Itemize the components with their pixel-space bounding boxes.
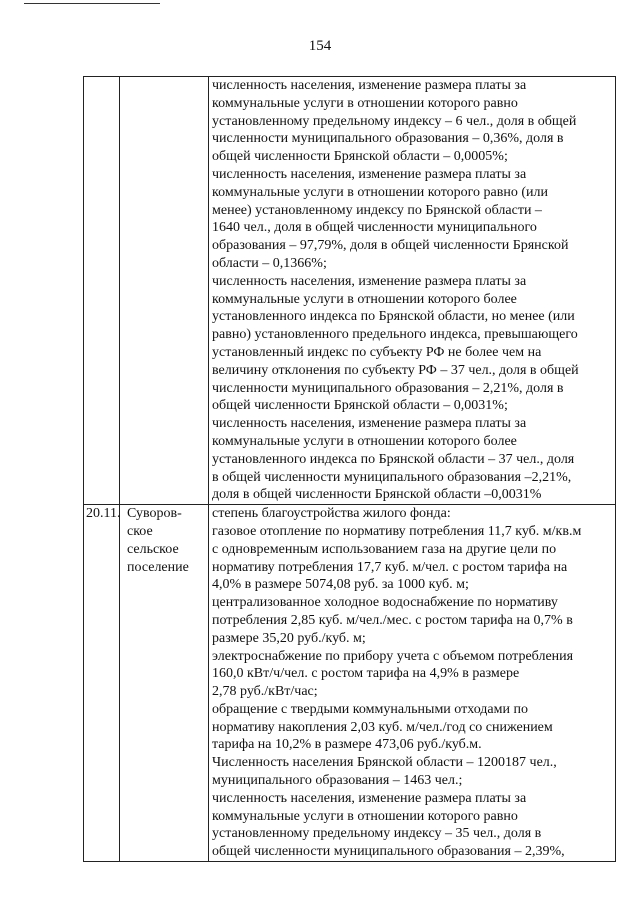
text-line: централизованное холодное водоснабжение по нормативу (212, 595, 558, 611)
text-line: электроснабжение по прибору учета с объемом потребления (212, 648, 574, 664)
text-line: численности муниципального образования – 2,21%, доля в (212, 380, 564, 396)
municipality-name-line: Суворов- (127, 506, 182, 522)
text-line: коммунальные услуги в отношении которого более (212, 291, 517, 307)
row-number-cell (84, 505, 120, 862)
table-row (84, 505, 616, 862)
text-line: с одновременным использованием газа на другие цели по (212, 541, 557, 557)
text-line: установленного индекса по Брянской области – 37 чел., доля (212, 451, 575, 467)
text-line: Численность населения Брянской области – 1200187 чел., (212, 755, 557, 771)
description-cell (209, 77, 616, 505)
text-line: установленному предельному индексу – 6 чел., доля в общей (212, 113, 577, 129)
text-line: установленный индекс по субъекту РФ не более чем на (212, 344, 542, 360)
text-line: 160,0 кВт/ч/чел. с ростом тарифа на 4,9% в размере (212, 666, 520, 682)
text-line: образования – 97,79%, доля в общей численности Брянской (212, 238, 569, 254)
text-line: тарифа на 10,2% в размере 473,06 руб./куб.м. (212, 737, 482, 753)
municipality-name (120, 505, 208, 576)
text-line: коммунальные услуги в отношении которого равно (или (212, 184, 548, 200)
text-line: обращение с твердыми коммунальными отходами по (212, 701, 528, 717)
text-line: муниципального образования – 1463 чел.; (212, 773, 463, 789)
text-line: общей численности муниципального образования – 2,39%, (212, 844, 565, 860)
text-line: численности муниципального образования – 0,36%, доля в (212, 131, 564, 147)
description-text (209, 77, 615, 504)
description-cell (209, 505, 616, 862)
text-line: газовое отопление по нормативу потребления 11,7 куб. м/кв.м (212, 523, 582, 539)
text-line: 4,0% в размере 5074,08 руб. за 1000 куб. м; (212, 577, 469, 593)
text-line: коммунальные услуги в отношении которого более (212, 433, 517, 449)
municipality-name-line: ское (127, 523, 153, 539)
text-line: численность населения, изменение размера платы за (212, 78, 527, 93)
text-line: 2,78 руб./кВт/час; (212, 684, 318, 700)
municipality-name-line: сельское (127, 541, 179, 557)
text-line: 1640 чел., доля в общей численности муниципального (212, 220, 537, 236)
row-number: 20.11. (86, 506, 121, 522)
text-line: численность населения, изменение размера платы за (212, 273, 527, 289)
text-line: установленного индекса по Брянской области, но менее (или (212, 309, 575, 325)
text-line: в общей численности муниципального образования –2,21%, (212, 469, 572, 485)
text-line: области – 0,1366%; (212, 255, 327, 271)
text-line: степень благоустройства жилого фонда: (212, 506, 451, 522)
municipality-cell (120, 505, 209, 862)
page-number: 154 (308, 38, 332, 54)
municipality-cell (120, 77, 209, 505)
header-rule (24, 3, 160, 4)
text-line: доля в общей численности Брянской области –0,0031% (212, 487, 542, 503)
text-line: размере 35,20 руб./куб. м; (212, 630, 366, 646)
text-line: численность населения, изменение размера платы за (212, 416, 527, 432)
text-line: численность населения, изменение размера платы за (212, 166, 527, 182)
text-line: установленному предельному индексу – 35 чел., доля в (212, 826, 542, 842)
text-line: равно) установленного предельного индекса, превышающего (212, 327, 578, 343)
text-line: коммунальные услуги в отношении которого равно (212, 808, 518, 824)
text-line: менее) установленному индексу по Брянской области – (212, 202, 542, 218)
text-line: величину отклонения по субъекту РФ – 37 чел., доля в общей (212, 362, 579, 378)
data-table (83, 76, 616, 862)
text-line: нормативу накопления 2,03 куб. м/чел./год со снижением (212, 719, 553, 735)
text-line: численность населения, изменение размера платы за (212, 790, 527, 806)
row-number-cell (84, 77, 120, 505)
text-line: общей численности Брянской области – 0,0031%; (212, 398, 508, 414)
text-line: общей численности Брянской области – 0,0005%; (212, 149, 508, 165)
text-line: нормативу потребления 17,7 куб. м/чел. с ростом тарифа на (212, 559, 568, 575)
description-text (209, 505, 615, 861)
municipality-name-line: поселение (127, 559, 189, 575)
text-line: потребления 2,85 куб. м/чел./мес. с ростом тарифа на 0,7% в (212, 612, 573, 628)
text-line: коммунальные услуги в отношении которого равно (212, 95, 518, 111)
table-row (84, 77, 616, 505)
table-body (84, 77, 616, 862)
